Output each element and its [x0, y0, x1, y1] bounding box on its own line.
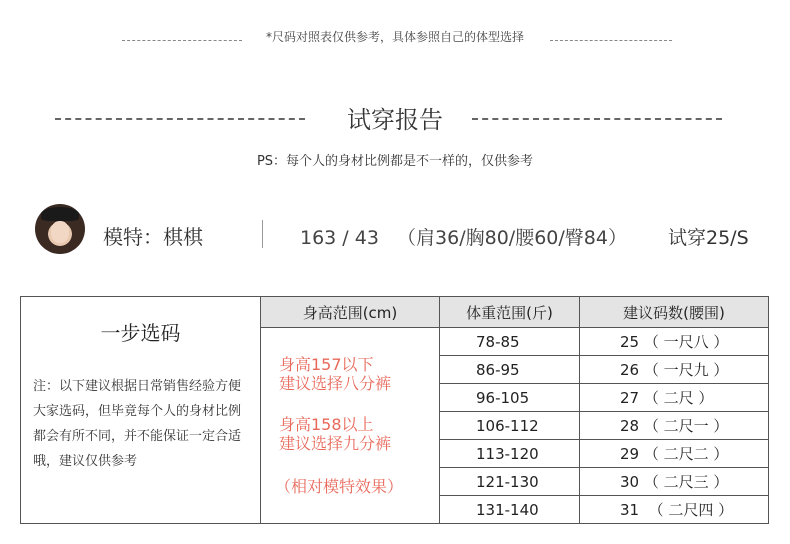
size-cell: 30 （ 二尺三 ）: [580, 468, 769, 496]
advice-short-length: 建议选择八分裤: [279, 374, 392, 393]
model-avatar: [35, 204, 85, 254]
height-advice-cell: [261, 328, 440, 524]
weight-cell: 86-95: [440, 356, 580, 384]
size-cell: 27 （ 二尺 ）: [580, 384, 769, 412]
size-cell: 28 （ 二尺一 ）: [580, 412, 769, 440]
top-dash-right: [550, 40, 672, 41]
weight-cell: 131-140: [440, 496, 580, 524]
weight-cell: 96-105: [440, 384, 580, 412]
weight-cell: 78-85: [440, 328, 580, 356]
model-info: [103, 221, 203, 250]
size-cell: 25 （ 一尺八 ）: [580, 328, 769, 356]
ps-note: PS：每个人的身材比例都是不一样的，仅供参考: [256, 154, 534, 169]
effect-note: （相对模特效果）: [275, 477, 404, 496]
model-label: 模特：: [103, 225, 163, 249]
header-weight: 体重范围(斤): [440, 297, 580, 328]
size-table: [20, 296, 769, 524]
size-disclaimer: *尺码对照表仅供参考，具体参照自己的体型选择: [265, 30, 524, 44]
weight-cell: 113-120: [440, 440, 580, 468]
model-stats: 163 / 43 （肩36/胸80/腰60/臀84）: [300, 227, 627, 249]
advice-short-height: 身高157以下: [279, 355, 374, 374]
size-guide-note: 注：以下建议根据日常销售经验方便大家选码，但毕竟每个人的身材比例都会有所不同，并不能保证一定合适哦，建议仅供参考: [33, 379, 242, 469]
title-dash-right: [472, 118, 722, 120]
weight-cell: 121-130: [440, 468, 580, 496]
divider: [262, 220, 263, 248]
model-name: 棋棋: [163, 225, 203, 249]
size-cell: 26 （ 一尺九 ）: [580, 356, 769, 384]
advice-short: [279, 355, 391, 393]
face-shape: [51, 221, 69, 243]
header-size: 建议码数(腰围): [580, 297, 769, 328]
model-trial-size: 试穿25/S: [668, 227, 749, 249]
advice-tall-height: 身高158以上: [279, 415, 374, 434]
size-guide-title: 一步选码: [100, 321, 181, 345]
weight-cell: 106-112: [440, 412, 580, 440]
advice-tall: [279, 415, 391, 453]
hat-shape: [41, 207, 79, 221]
size-guide-panel: [21, 297, 261, 524]
size-cell: 31 （ 二尺四 ）: [580, 496, 769, 524]
size-cell: 29 （ 二尺二 ）: [580, 440, 769, 468]
advice-tall-length: 建议选择九分裤: [279, 434, 392, 453]
section-title: 试穿报告: [347, 106, 443, 134]
header-height: 身高范围(cm): [261, 297, 440, 328]
